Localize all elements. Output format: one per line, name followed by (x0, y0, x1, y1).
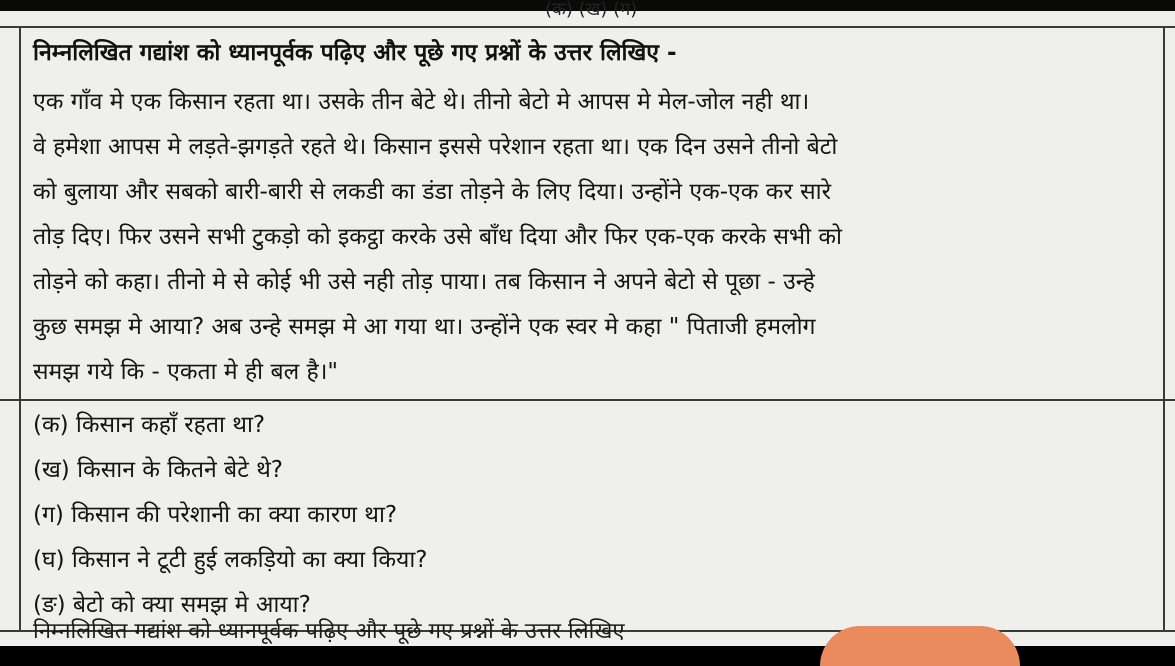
question-item: (क) किसान कहाँ रहता था? (33, 412, 266, 438)
instruction-heading: निम्नलिखित गद्यांश को ध्यानपूर्वक पढ़िए और पूछे गए प्रश्नों के उत्तर लिखिए - (33, 40, 677, 66)
cut-off-bottom-text (33, 619, 625, 646)
passage-line: तोड़ने को कहा। तीनो मे से कोई भी उसे नही तोड़ पाया। तब किसान ने अपने बेटो से पूछा - उन्हे (33, 269, 815, 295)
passage-line: तोड़ दिए। फिर उसने सभी टुकड़ो को इकट्ठा करके उसे बाँध दिया और फिर एक-एक करके सभी को (33, 224, 842, 250)
passage-line: वे हमेशा आपस मे लड़ते-झगड़ते रहते थे। किसान इससे परेशान रहता था। एक दिन उसने तीनो बेटो (33, 134, 838, 160)
passage-line: एक गाँव मे एक किसान रहता था। उसके तीन बेटे थे। तीनो बेटो मे आपस मे मेल-जोल नही था। (33, 89, 810, 115)
table-rule-middle (0, 399, 1175, 401)
question-list (33, 403, 428, 628)
question-item: (घ) किसान ने टूटी हुई लकड़ियो का क्या किया? (33, 547, 428, 573)
passage-line: कुछ समझ मे आया? अब उन्हे समझ मे आ गया था। उन्होंने एक स्वर मे कहा " पिताजी हमलोग (33, 314, 816, 340)
cut-off-top-text: (क) (ख) (ग) (545, 0, 638, 20)
table-rule-top (0, 26, 1175, 28)
passage-block (33, 80, 1163, 395)
question-item: (ङ) बेटो को क्या समझ मे आया? (33, 592, 311, 618)
table-column-divider (19, 26, 21, 632)
passage-line: को बुलाया और सबको बारी-बारी से लकडी का डंडा तोड़ने के लिए दिया। उन्होंने एक-एक कर सारे (33, 179, 831, 205)
passage-line: समझ गये कि - एकता मे ही बल है।" (33, 359, 338, 385)
table-right-border (1163, 26, 1165, 632)
orange-overlay-shape (820, 626, 1020, 666)
question-item: (ग) किसान की परेशानी का क्या कारण था? (33, 502, 398, 528)
cut-off-bottom-label: निम्नलिखित गद्यांश को ध्यानपूर्वक पढ़िए और पूछे गए प्रश्नों के उत्तर लिखिए (33, 619, 625, 644)
question-item: (ख) किसान के कितने बेटे थे? (33, 457, 283, 483)
